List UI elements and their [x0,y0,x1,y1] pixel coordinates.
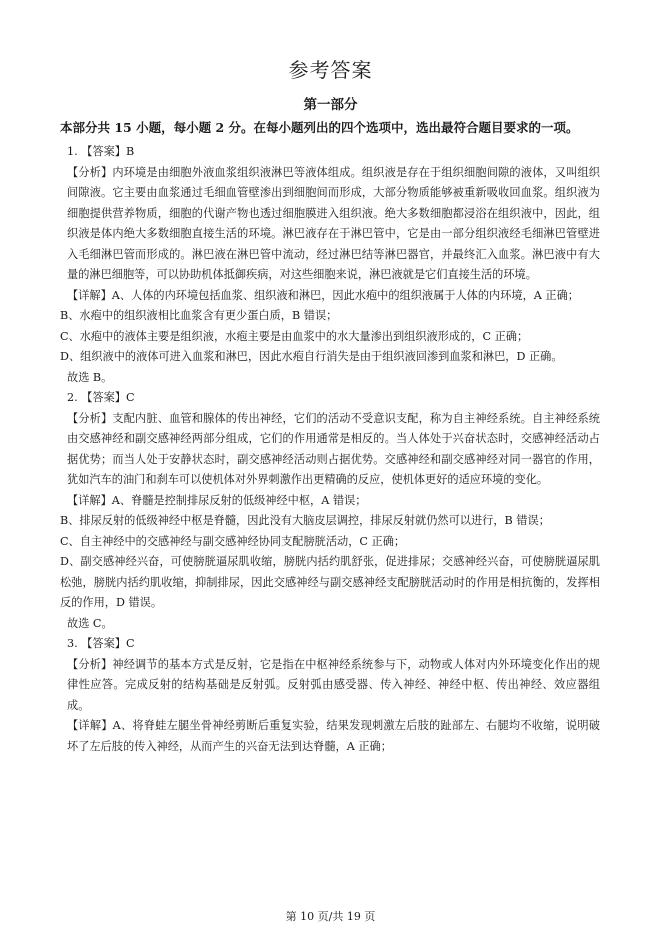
analysis-paragraph: 【分析】内环境是由细胞外液血浆组织液淋巴等液体组成。组织液是存在于组织细胞间隙的液体，又叫组织间隙液。它主要由血浆通过毛细血管壁渗出到细胞间而形成，大部分物质能够被重新吸收回血浆。组织液为细胞提供营养物质，细胞的代谢产物也透过细胞膜进入组织液。绝大多数细胞都浸浴在组织液中，因此，组织液是体内绝大多数细胞直接生活的环境。淋巴液存在于淋巴管中，它是由一部分组织液经毛细淋巴管壁进入毛细淋巴管而形成的。淋巴液在淋巴管中流动，经过淋巴结等淋巴器官，并最终汇入血浆。淋巴液中有大量的淋巴细胞等，可以协助机体抵御疾病，对这些细胞来说，淋巴液就是它们直接生活的环境。 [67,165,600,281]
option-paragraph: B、水疱中的组织液相比血浆含有更少蛋白质，B 错误； [60,309,338,322]
page-title: 参考答案 [288,58,373,82]
section-heading: 第一部分 [303,97,358,113]
analysis-paragraph: 【分析】神经调节的基本方式是反射，它是指在中枢神经系统参与下，动物或人体对内外环境变化作出的规律性应答。完成反射的结构基础是反射弧。反射弧由感受器、传入神经、神经中枢、传出神经、效应器组成。 [67,657,600,712]
answer-heading: 2. 【答案】C [67,391,135,404]
answer-heading: 3. 【答案】C [67,637,135,650]
option-paragraph: D、副交感神经兴奋，可使膀胱逼尿肌收缩，膀胱内括约肌舒张，促进排尿；交感神经兴奋，可使膀胱逼尿肌松弛，膀胱内括约肌收缩，抑制排尿，因此交感神经与副交感神经支配膀胱活动时的作用是相抗衡的，发挥相反的作用，D 错误。 [60,555,600,609]
answer-body [60,142,600,757]
option-paragraph: C、水疱中的液体主要是组织液，水疱主要是由血浆中的水大量渗出到组织液形成的，C 正确； [60,329,529,343]
conclusion-paragraph: 故选 B。 [67,370,113,384]
instruction-text: 本部分共 15 小题，每小题 2 分。在每小题列出的四个选项中，选出最符合题目要求的一项。 [60,120,579,135]
conclusion-paragraph: 故选 C。 [67,616,113,630]
detail-paragraph: 【详解】A、脊髓是控制排尿反射的低级神经中枢，A 错误； [67,493,367,507]
analysis-paragraph: 【分析】支配内脏、血管和腺体的传出神经，它们的活动不受意识支配，称为自主神经系统。自主神经系统由交感神经和副交感神经两部分组成，它们的作用通常是相反的。当人体处于兴奋状态时，交感神经活动占据优势；而当人处于安静状态时，副交感神经活动则占据优势。交感神经和副交感神经对同一器官的作用，犹如汽车的油门和刹车可以使机体对外界刺激作出更精确的反应，使机体更好的适应环境的变化。 [67,411,600,486]
detail-paragraph: 【详解】A、将脊蛙左腿坐骨神经剪断后重复实验，结果发现刺激左后肢的趾部左、右腿均不收缩，说明破坏了左后肢的传入神经，从而产生的兴奋无法到达脊髓，A 正确； [67,719,600,753]
answer-heading: 1. 【答案】B [67,145,135,158]
option-paragraph: B、排尿反射的低级神经中枢是脊髓，因此没有大脑皮层调控，排尿反射就仍然可以进行，B 错误； [60,514,550,527]
option-paragraph: C、自主神经中的交感神经与副交感神经协同支配膀胱活动，C 正确； [60,534,406,548]
page-footer: 第 10 页/共 19 页 [285,910,376,923]
option-paragraph: D、组织液中的液体可进入血浆和淋巴，因此水疱自行消失是由于组织液回渗到血浆和淋巴，D 正确。 [60,350,563,363]
detail-paragraph: 【详解】A、人体的内环境包括血浆、组织液和淋巴，因此水疱中的组织液属于人体的内环境，A 正确； [67,288,579,302]
